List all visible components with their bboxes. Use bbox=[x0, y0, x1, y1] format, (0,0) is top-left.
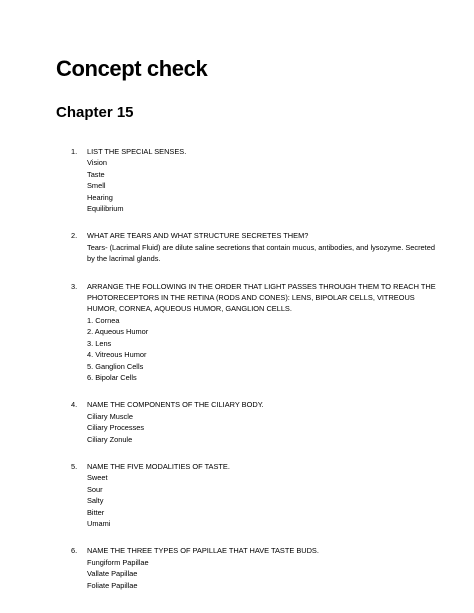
question-number: 4. bbox=[71, 400, 78, 410]
question-text: LIST THE SPECIAL SENSES. bbox=[87, 147, 187, 156]
question-text: NAME THE THREE TYPES OF PAPILLAE THAT HAVE TASTE BUDS. bbox=[87, 546, 319, 556]
answer-line: Vallate Papillae bbox=[87, 569, 138, 579]
document-title: Concept check bbox=[56, 56, 208, 81]
question-item bbox=[71, 281, 441, 384]
answer-line: Vision bbox=[87, 158, 107, 168]
answer-line: Sour bbox=[87, 484, 103, 494]
question-number: 3. bbox=[71, 281, 78, 291]
answer-block bbox=[87, 557, 441, 591]
answer-line: 2. Aqueous Humor bbox=[87, 327, 149, 337]
question-text: WHAT ARE TEARS AND WHAT STRUCTURE SECRETES THEM? bbox=[87, 231, 309, 241]
answer-line: Hearing bbox=[87, 192, 113, 202]
question-item bbox=[71, 461, 441, 529]
chapter-heading: Chapter 15 bbox=[56, 104, 134, 121]
question-item bbox=[71, 399, 441, 445]
answer-line: 5. Ganglion Cells bbox=[87, 361, 144, 371]
question-text: NAME THE COMPONENTS OF THE CILIARY BODY. bbox=[87, 400, 264, 410]
question-number: 6. bbox=[71, 546, 78, 556]
answer-line: Taste bbox=[87, 169, 105, 179]
answer-block bbox=[87, 157, 441, 214]
question-text: ARRANGE THE FOLLOWING IN THE ORDER THAT LIGHT PASSES THROUGH THEM TO REACH THE PHOTORECEPTORS IN THE RETINA (RODS AND CONES): LENS, BIPOLAR CELLS, VITREOUS HUMOR, CORNEA, AQUEOUS HUMOR, GANGLION CELLS. bbox=[87, 281, 436, 314]
answer-line: Ciliary Processes bbox=[87, 423, 145, 433]
question-item bbox=[71, 230, 441, 264]
answer-line: Salty bbox=[87, 496, 104, 506]
answer-line: 1. Cornea bbox=[87, 315, 120, 325]
answer-line: Ciliary Muscle bbox=[87, 411, 133, 421]
answer-line: Sweet bbox=[87, 473, 108, 483]
answer-block bbox=[87, 411, 441, 445]
answer-line: Foliate Papillae bbox=[87, 580, 138, 590]
answer-line: Smell bbox=[87, 181, 106, 191]
answer-line: Bitter bbox=[87, 507, 105, 517]
answer-line: Ciliary Zonule bbox=[87, 434, 133, 444]
question-number: 2. bbox=[71, 231, 78, 241]
answer-line: 3. Lens bbox=[87, 338, 112, 348]
answer-line: 6. Bipolar Cells bbox=[87, 372, 137, 382]
question-item bbox=[71, 146, 441, 214]
answer-block bbox=[87, 242, 441, 265]
question-number: 1. bbox=[71, 147, 78, 156]
question-text: NAME THE FIVE MODALITIES OF TASTE. bbox=[87, 461, 230, 471]
question-item bbox=[71, 545, 441, 591]
answer-line: Fungiform Papillae bbox=[87, 557, 149, 567]
answer-line: 4. Vitreous Humor bbox=[87, 350, 147, 360]
answer-paragraph: Tears- (Lacrimal Fluid) are dilute saline secretions that contain mucus, antibodies, and lysozyme. Secreted by the lacrimal glands. bbox=[87, 242, 435, 264]
answer-line: Umami bbox=[87, 518, 111, 528]
answer-block bbox=[87, 315, 441, 383]
answer-block bbox=[87, 472, 441, 529]
answer-line: Equilibrium bbox=[87, 204, 124, 214]
question-number: 5. bbox=[71, 461, 78, 471]
question-list bbox=[71, 146, 441, 607]
